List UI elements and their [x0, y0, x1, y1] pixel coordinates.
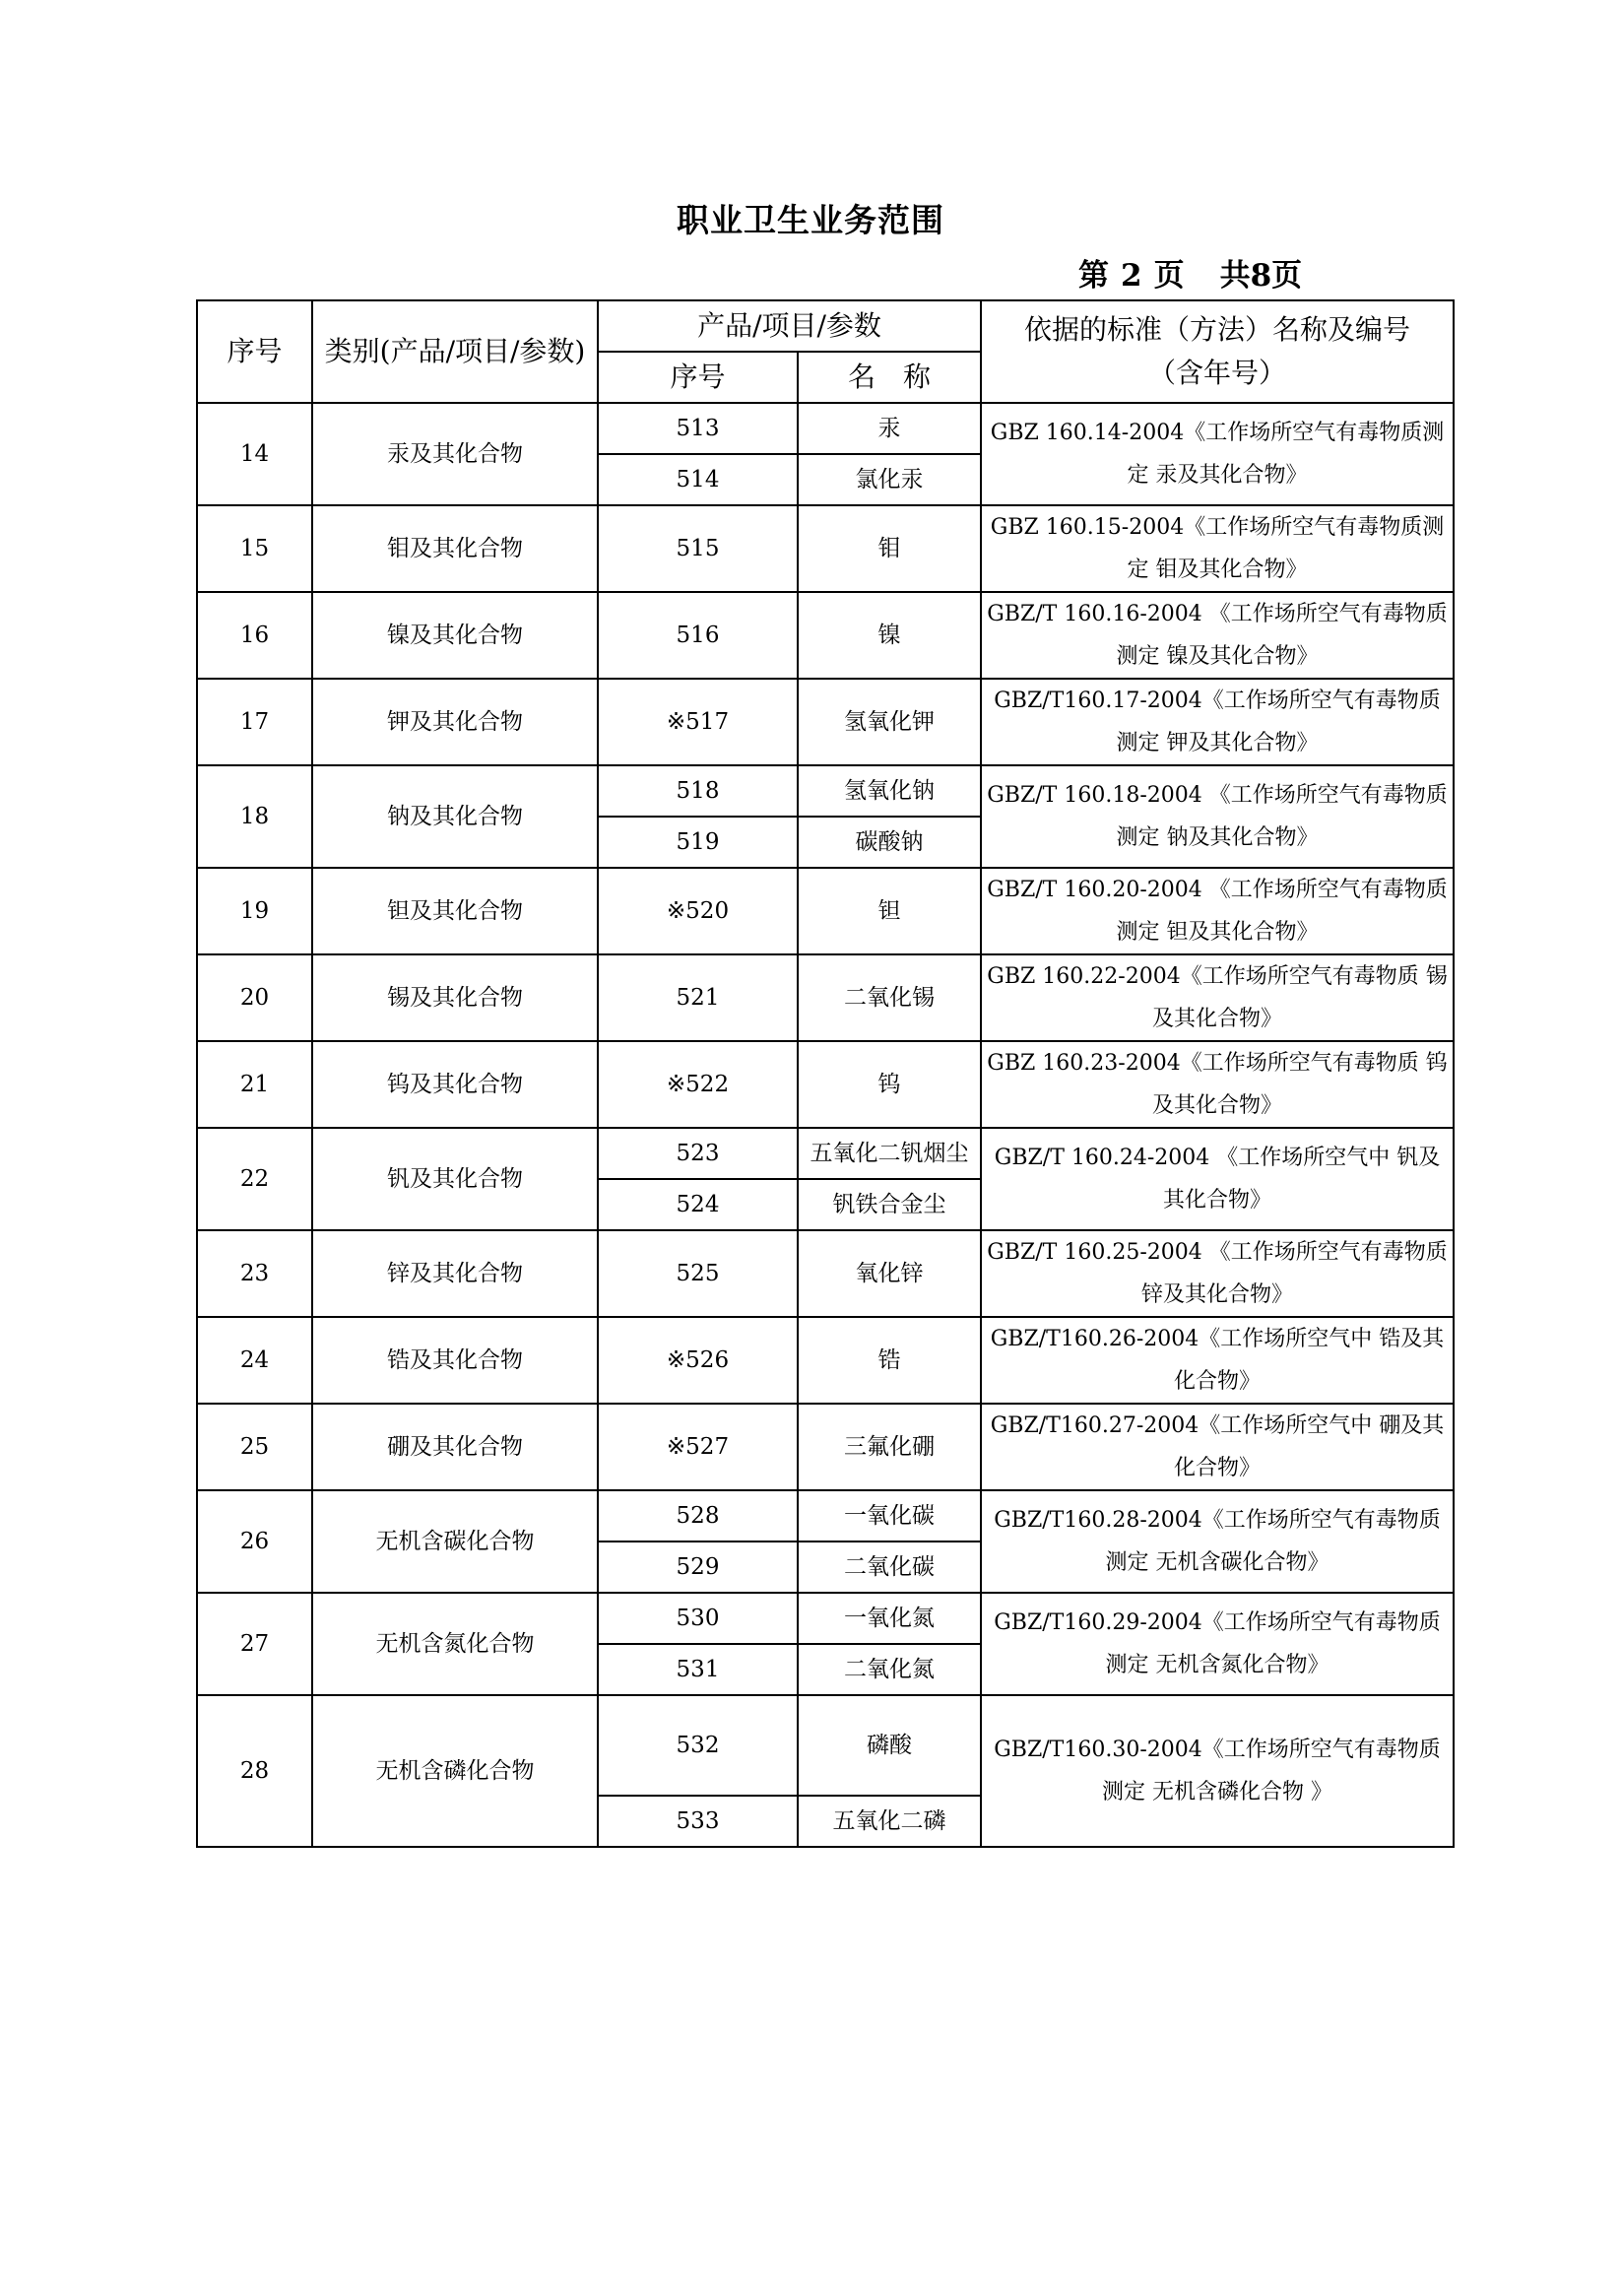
cell-product-name: 二氧化锡 [798, 954, 981, 1041]
cell-product-seq: ※520 [598, 868, 798, 954]
table-row [197, 1404, 1454, 1490]
cell-product-seq: ※527 [598, 1404, 798, 1490]
cell-standard: GBZ/T 160.25-2004 《工作场所空气有毒物质 锌及其化合物》 [981, 1230, 1454, 1317]
cell-seq: 17 [197, 679, 312, 765]
cell-product-name: 一氧化氮 [798, 1593, 981, 1644]
table-row [197, 1593, 1454, 1644]
cell-standard: GBZ 160.15-2004《工作场所空气有毒物质测定 钼及其化合物》 [981, 505, 1454, 592]
cell-product-seq: 514 [598, 454, 798, 505]
table-row [197, 592, 1454, 679]
cell-standard: GBZ/T 160.20-2004 《工作场所空气有毒物质测定 钽及其化合物》 [981, 868, 1454, 954]
cell-product-name: 氯化汞 [798, 454, 981, 505]
table-row [197, 1041, 1454, 1128]
cell-product-seq: ※522 [598, 1041, 798, 1128]
cell-standard: GBZ/T 160.24-2004 《工作场所空气中 钒及其化合物》 [981, 1128, 1454, 1230]
table-row [197, 954, 1454, 1041]
header-product-seq: 序号 [598, 352, 798, 403]
cell-category: 钽及其化合物 [312, 868, 598, 954]
cell-seq: 16 [197, 592, 312, 679]
header-seq: 序号 [197, 300, 312, 403]
cell-product-name: 二氧化氮 [798, 1644, 981, 1695]
cell-product-seq: 532 [598, 1695, 798, 1796]
cell-product-name: 钽 [798, 868, 981, 954]
document-title: 职业卫生业务范围 [677, 201, 944, 239]
cell-product-name: 钒铁合金尘 [798, 1179, 981, 1230]
cell-standard: GBZ 160.22-2004《工作场所空气有毒物质 锡及其化合物》 [981, 954, 1454, 1041]
cell-category: 钼及其化合物 [312, 505, 598, 592]
cell-product-name: 钨 [798, 1041, 981, 1128]
cell-seq: 20 [197, 954, 312, 1041]
cell-product-name: 氢氧化钠 [798, 765, 981, 817]
cell-seq: 25 [197, 1404, 312, 1490]
cell-standard: GBZ/T160.28-2004《工作场所空气有毒物质测定 无机含碳化合物》 [981, 1490, 1454, 1593]
cell-product-seq: 518 [598, 765, 798, 817]
cell-seq: 27 [197, 1593, 312, 1695]
cell-standard: GBZ 160.23-2004《工作场所空气有毒物质 钨及其化合物》 [981, 1041, 1454, 1128]
total-pages: 共8页 [1219, 258, 1303, 294]
cell-product-name: 三氟化硼 [798, 1404, 981, 1490]
table-row [197, 505, 1454, 592]
page-label-prefix: 第 [1078, 258, 1109, 294]
cell-category: 镍及其化合物 [312, 592, 598, 679]
cell-seq: 18 [197, 765, 312, 868]
table-row [197, 868, 1454, 954]
cell-seq: 28 [197, 1695, 312, 1847]
table-row [197, 1317, 1454, 1404]
cell-product-seq: ※526 [598, 1317, 798, 1404]
table-row [197, 1695, 1454, 1796]
header-product-group: 产品/项目/参数 [598, 300, 981, 352]
header-category: 类别(产品/项目/参数) [312, 300, 598, 403]
cell-seq: 26 [197, 1490, 312, 1593]
cell-category: 钨及其化合物 [312, 1041, 598, 1128]
header-standard: 依据的标准（方法）名称及编号（含年号） [981, 300, 1454, 403]
cell-category: 锌及其化合物 [312, 1230, 598, 1317]
cell-product-name: 氢氧化钾 [798, 679, 981, 765]
cell-product-name: 五氧化二钒烟尘 [798, 1128, 981, 1179]
cell-product-seq: 519 [598, 817, 798, 868]
cell-product-name: 磷酸 [798, 1695, 981, 1796]
cell-standard: GBZ/T160.29-2004《工作场所空气有毒物质测定 无机含氮化合物》 [981, 1593, 1454, 1695]
cell-product-name: 一氧化碳 [798, 1490, 981, 1542]
cell-product-seq: 524 [598, 1179, 798, 1230]
cell-category: 无机含碳化合物 [312, 1490, 598, 1593]
cell-product-seq: 516 [598, 592, 798, 679]
cell-standard: GBZ/T 160.16-2004 《工作场所空气有毒物质测定 镍及其化合物》 [981, 592, 1454, 679]
cell-category: 汞及其化合物 [312, 403, 598, 505]
page-indicator [1078, 250, 1314, 295]
cell-product-seq: 530 [598, 1593, 798, 1644]
cell-seq: 19 [197, 868, 312, 954]
cell-product-seq: 531 [598, 1644, 798, 1695]
cell-seq: 21 [197, 1041, 312, 1128]
cell-category: 无机含磷化合物 [312, 1695, 598, 1847]
cell-product-seq: ※517 [598, 679, 798, 765]
cell-seq: 23 [197, 1230, 312, 1317]
cell-seq: 22 [197, 1128, 312, 1230]
cell-product-seq: 525 [598, 1230, 798, 1317]
cell-product-name: 钼 [798, 505, 981, 592]
page-label-suffix: 页 [1153, 258, 1185, 294]
cell-product-seq: 528 [598, 1490, 798, 1542]
table-row [197, 1490, 1454, 1542]
cell-category: 硼及其化合物 [312, 1404, 598, 1490]
cell-seq: 15 [197, 505, 312, 592]
cell-seq: 24 [197, 1317, 312, 1404]
cell-product-name: 锆 [798, 1317, 981, 1404]
table-body [197, 403, 1454, 1847]
table-row [197, 679, 1454, 765]
page-number: 2 [1121, 258, 1142, 294]
cell-product-name: 二氧化碳 [798, 1542, 981, 1593]
table-row [197, 1230, 1454, 1317]
cell-category: 无机含氮化合物 [312, 1593, 598, 1695]
cell-product-seq: 533 [598, 1796, 798, 1847]
cell-standard: GBZ/T160.17-2004《工作场所空气有毒物质测定 钾及其化合物》 [981, 679, 1454, 765]
cell-standard: GBZ/T 160.18-2004 《工作场所空气有毒物质测定 钠及其化合物》 [981, 765, 1454, 868]
cell-product-seq: 529 [598, 1542, 798, 1593]
cell-category: 钠及其化合物 [312, 765, 598, 868]
cell-product-seq: 513 [598, 403, 798, 454]
cell-product-name: 碳酸钠 [798, 817, 981, 868]
table-row [197, 765, 1454, 817]
header-product-name: 名 称 [798, 352, 981, 403]
business-scope-table [196, 299, 1455, 1848]
cell-product-name: 五氧化二磷 [798, 1796, 981, 1847]
cell-product-seq: 523 [598, 1128, 798, 1179]
cell-product-name: 镍 [798, 592, 981, 679]
cell-category: 锡及其化合物 [312, 954, 598, 1041]
cell-product-seq: 521 [598, 954, 798, 1041]
cell-standard: GBZ/T160.26-2004《工作场所空气中 锆及其化合物》 [981, 1317, 1454, 1404]
table-row [197, 1128, 1454, 1179]
cell-standard: GBZ/T160.30-2004《工作场所空气有毒物质测定 无机含磷化合物 》 [981, 1695, 1454, 1847]
cell-product-seq: 515 [598, 505, 798, 592]
cell-category: 锆及其化合物 [312, 1317, 598, 1404]
cell-product-name: 汞 [798, 403, 981, 454]
cell-seq: 14 [197, 403, 312, 505]
cell-category: 钾及其化合物 [312, 679, 598, 765]
cell-standard: GBZ/T160.27-2004《工作场所空气中 硼及其化合物》 [981, 1404, 1454, 1490]
table-row [197, 403, 1454, 454]
cell-category: 钒及其化合物 [312, 1128, 598, 1230]
cell-product-name: 氧化锌 [798, 1230, 981, 1317]
cell-standard: GBZ 160.14-2004《工作场所空气有毒物质测定 汞及其化合物》 [981, 403, 1454, 505]
